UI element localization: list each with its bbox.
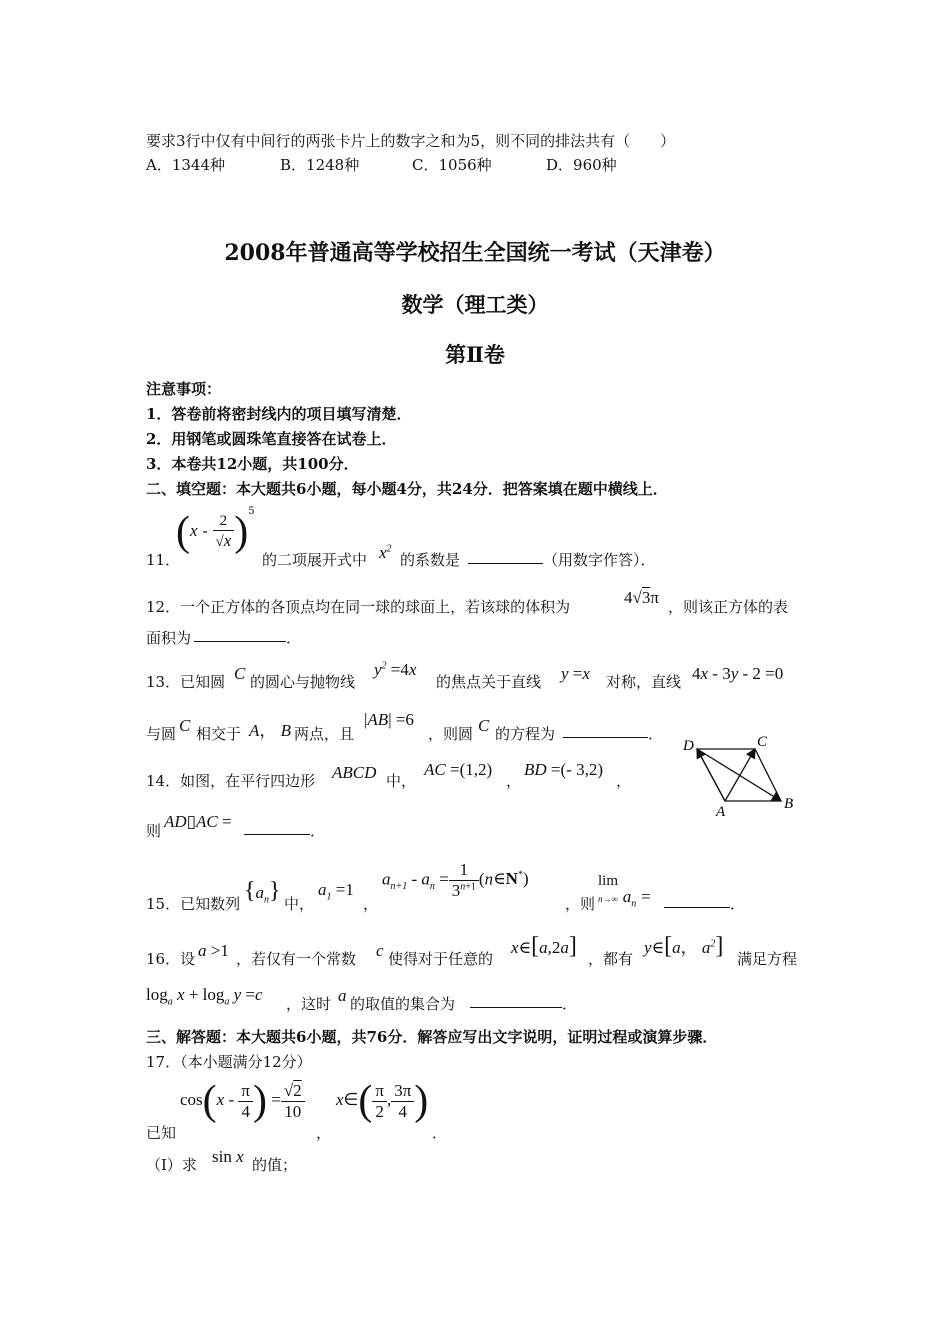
exam-title: 2008年普通高等学校招生全国统一考试（天津卷）: [224, 240, 726, 266]
vector-ad: [697, 749, 725, 801]
q15-sequence: $\{a_n\}$: [244, 878, 281, 906]
q13-answer-blank: [563, 723, 648, 738]
q13-line1-d: 对称，直线: [606, 673, 682, 691]
q15-end: ．: [730, 895, 746, 913]
prev-question-text: 要求3行中仅有中间行的两张卡片上的数字之和为5，则不同的排法共有（ ）: [146, 132, 676, 150]
section-2-heading: 二、填空题：本大题共6小题，每小题4分，共24分．把答案填在题中横线上．: [146, 480, 668, 498]
q13-line-equation: 4x - 3y - 2 =0: [692, 664, 784, 683]
q16-line1-a: 16．设: [146, 950, 196, 968]
q16-y-interval: y∈[a， $a^2$]: [644, 933, 724, 959]
q12-line2: 面积为: [146, 629, 192, 647]
q16-line2-end: ．: [562, 995, 578, 1013]
q14-dot-product: AD▯AC =: [164, 812, 232, 831]
q15-text-c: ，则: [565, 895, 596, 913]
q16-line1-c: 使得对于任意的: [388, 950, 494, 968]
q17-sin-x: sin x: [212, 1147, 244, 1166]
q16-line1-d: ，都有: [588, 950, 634, 968]
section-3-heading: 三、解答题：本大题共6小题，共76分．解答应写出文字说明，证明过程或演算步骤．: [146, 1028, 718, 1046]
q14-line1-b: 中，: [386, 772, 417, 790]
notice-item: 3．本卷共12小题，共100分．: [146, 455, 359, 473]
label-a: A: [716, 804, 726, 820]
q14-line2: 则: [146, 822, 162, 840]
q14-line2-end: ．: [310, 822, 326, 840]
q12-answer-blank: [194, 627, 286, 642]
q12-line1-a: 12．一个正方体的各顶点均在同一球的球面上，若该球的体积为: [146, 598, 571, 616]
q17-title: 17．（本小题满分12分）: [146, 1053, 312, 1071]
q13-line1-b: 的圆心与抛物线: [250, 673, 356, 691]
q13-line-y-x: y =x: [561, 664, 590, 683]
q13-line2-b: 相交于: [196, 725, 242, 743]
q17-part1-a: （Ⅰ）求: [146, 1156, 197, 1174]
exam-subtitle: 数学（理工类）: [401, 292, 549, 317]
label-b: B: [784, 796, 794, 812]
q14-answer-blank: [244, 820, 310, 835]
q13-line2-c: 两点，且: [294, 725, 355, 743]
q13-circle-c: C: [478, 716, 490, 735]
q16-x-interval: x∈[a,2a]: [511, 933, 577, 959]
notice-item: 1．答卷前将密封线内的项目填写清楚．: [146, 405, 412, 423]
q11-text-b: 的系数是: [400, 551, 461, 569]
q16-constant-c: c: [376, 941, 384, 960]
option-a: A．1344种: [146, 156, 226, 174]
q13-points-ab: A， B: [249, 721, 292, 740]
volume-title: 第Ⅱ卷: [445, 342, 505, 367]
q15-recurrence: $a_{n+1} - a_n$ = $\frac{1}{3^{n+1}}$ (n∈N*): [382, 860, 529, 900]
q14-vector-ac: AC =(1,2): [424, 760, 493, 779]
q11-text-a: 的二项展开式中: [262, 551, 368, 569]
q16-log-equation: $\log_a x + \log_a y =c$: [146, 985, 263, 1008]
q17-part1-b: 的值；: [252, 1156, 298, 1174]
q16-line2-a: ，这时: [286, 995, 332, 1013]
q12-line1-b: ，则该正方体的表: [668, 598, 789, 616]
q15-first-term: $a_1 =1$: [318, 880, 354, 903]
q13-line1-a: 13．已知圆: [146, 673, 226, 691]
q11-number: 11．: [146, 551, 181, 569]
parallelogram-figure: [675, 732, 800, 822]
q11-x-squared: $x^2$: [379, 543, 392, 562]
notice-heading: 注意事项：: [146, 380, 222, 398]
q12-line2-end: ．: [286, 629, 302, 647]
q14-abcd: ABCD: [332, 763, 377, 782]
q16-line1-e: 满足方程: [737, 950, 798, 968]
notice-item: 2．用钢笔或圆珠笔直接答在试卷上．: [146, 430, 397, 448]
option-b: B．1248种: [280, 156, 360, 174]
q13-circle-c: C: [234, 664, 246, 683]
q12-volume-formula: 4√3π: [624, 588, 659, 607]
q17-cos-equation: cos(x - $\frac{\pi}{4}$ ) = $\frac{√2}{10}$: [180, 1080, 305, 1122]
q17-x-range: x∈( $\frac{\pi}{2}$ , $\frac{3\pi}{4}$ ): [336, 1078, 429, 1124]
q15-text-a: 15．已知数列: [146, 895, 241, 913]
q17-known: 已知: [146, 1124, 177, 1142]
option-c: C．1056种: [412, 156, 492, 174]
q13-line2-e: 的方程为: [495, 725, 556, 743]
q11-binomial-formula: (x - $\frac{2}{√x}$ )$^5$: [176, 506, 255, 555]
q13-chord-length: |AB| =6: [364, 710, 414, 729]
q15-limit: lim n→∞ $a_n$ =: [598, 873, 651, 910]
q13-line2-a: 与圆: [146, 725, 177, 743]
q13-line2-d: ，则圆: [428, 725, 474, 743]
q15-text-b: 中，: [284, 895, 315, 913]
q16-line1-b: ，若仅有一个常数: [236, 950, 357, 968]
q11-answer-blank: [468, 549, 543, 564]
q14-line1-a: 14．如图，在平行四边形: [146, 772, 316, 790]
q13-parabola: $y^2 =4x$: [374, 660, 417, 679]
q13-line2-end: ．: [648, 725, 664, 743]
q16-a-gt-1: a >1: [198, 941, 229, 960]
q16-answer-blank: [470, 993, 562, 1008]
option-d: D．960种: [546, 156, 617, 174]
q14-vector-bd: BD =(- 3,2): [524, 760, 603, 779]
q15-answer-blank: [664, 893, 730, 908]
q13-line1-c: 的焦点关于直线: [436, 673, 542, 691]
q16-variable-a: a: [338, 986, 347, 1005]
q11-text-c: （用数字作答）．: [543, 551, 656, 569]
q16-line2-b: 的取值的集合为: [350, 995, 456, 1013]
label-d: D: [683, 738, 694, 754]
label-c: C: [757, 734, 768, 750]
q13-circle-c: C: [179, 716, 191, 735]
